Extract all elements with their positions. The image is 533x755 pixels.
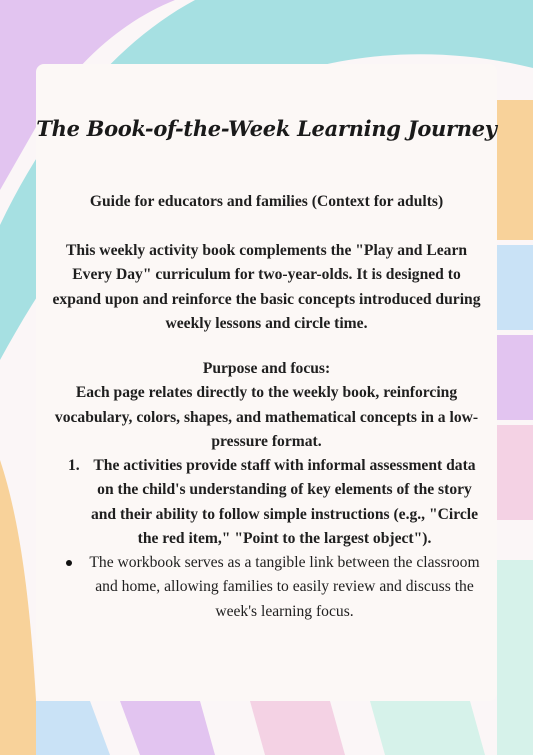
list-item-text: The activities provide staff with informal assessment data on the child's understanding of key elements of the story and their ability to follow simple instructions (e.g., "Circle the red item," "Point to the largest object"). [90, 457, 479, 547]
guide-heading: Guide for educators and families (Context for adults) [89, 193, 444, 210]
content-card [36, 64, 497, 701]
focus-list [50, 454, 483, 624]
list-item [50, 551, 483, 624]
list-item [50, 454, 483, 551]
list-item-text: The workbook serves as a tangible link between the classroom and home, allowing families to easily review and discuss the week's learning focus. [89, 554, 480, 620]
purpose-heading: Purpose and focus: [202, 360, 331, 377]
list-number: 1. [68, 457, 80, 474]
bullet-icon [66, 560, 72, 566]
page-title: The Book-of-the-Week Learning Journey [36, 116, 497, 141]
purpose-section [50, 357, 483, 454]
intro-paragraph: This weekly activity book complements the "Play and Learn Every Day" curriculum for two-year-olds. It is designed to expand upon and reinforce the basic concepts introduced during weekly lessons and circle time. [52, 242, 481, 332]
purpose-text: Each page relates directly to the weekly book, reinforcing vocabulary, colors, shapes, and mathematical concepts in a low-pressure format. [54, 384, 479, 450]
